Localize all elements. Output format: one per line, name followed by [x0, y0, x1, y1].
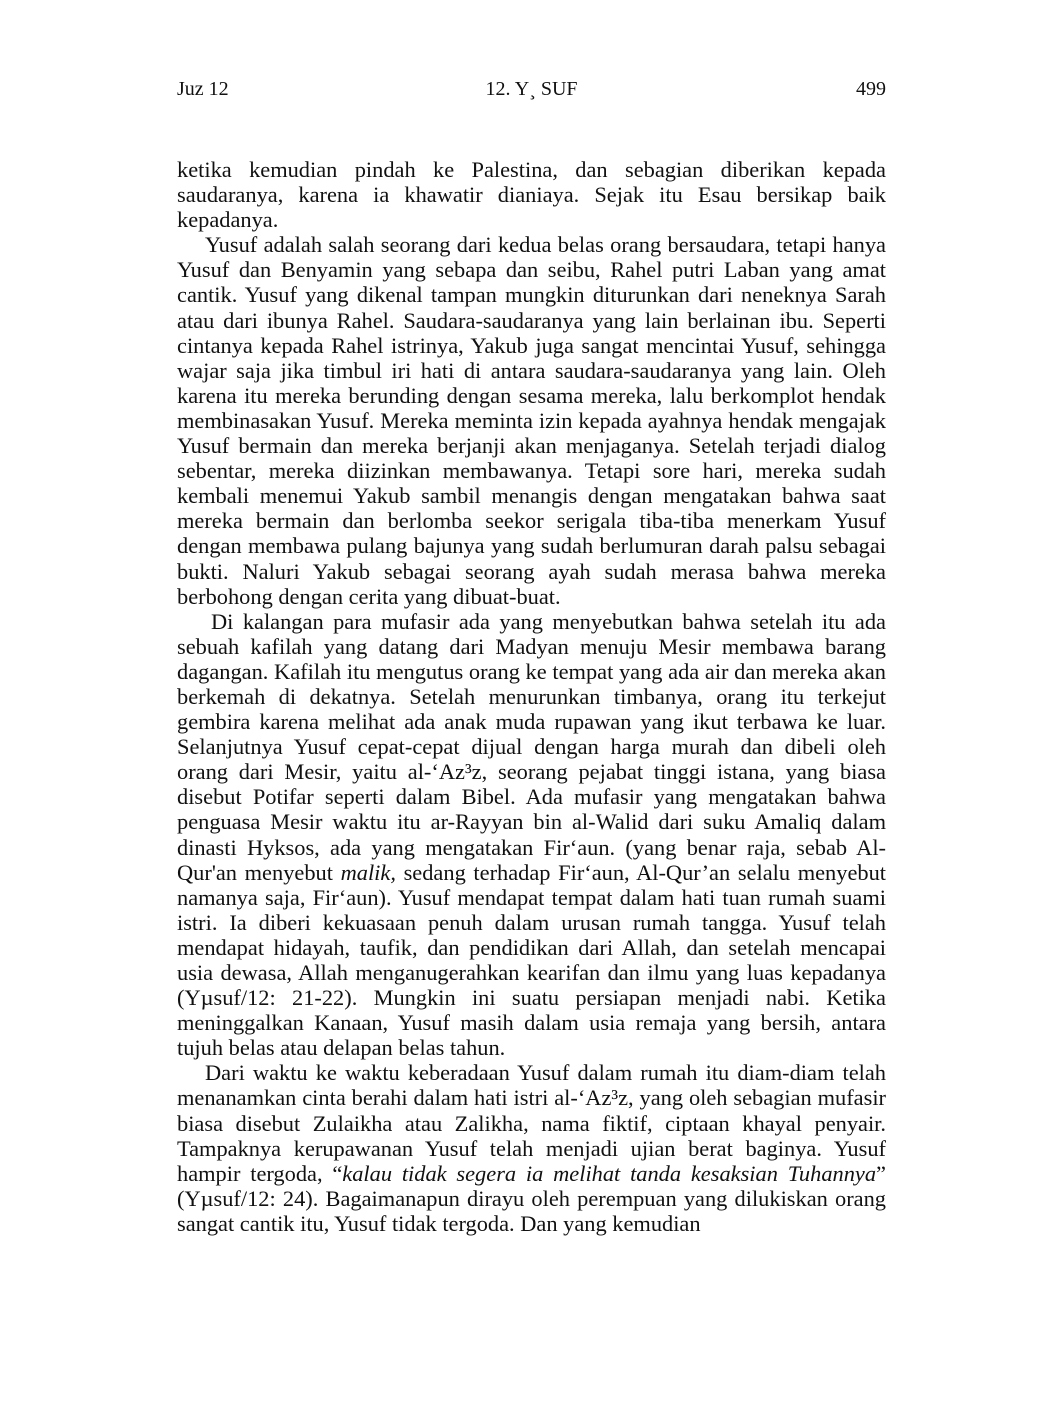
- paragraph-caravan: Di kalangan para mufasir ada yang menyebutkan bahwa setelah itu ada sebuah kafilah yang datang dari Madyan menuju Mesir membawa barang dagangan. Kafilah itu mengutus orang ke tempat yang ada air dan mereka akan berkemah di dekatnya. Setelah menurunkan timbanya, orang itu terkejut gembira karena melihat ada anak muda rupawan yang ikut terbawa ke luar. Selanjutnya Yusuf cepat-cepat dijual dengan harga murah dan dibeli oleh orang dari Mesir, yaitu al-‘Az³z, seorang pejabat tinggi istana, yang biasa disebut Potifar seperti dalam Bibel. Ada mufasir yang mengatakan bahwa penguasa Mesir waktu itu ar-Rayyan bin al-Walid dari suku Amaliq dalam dinasti Hyksos, ada yang mengatakan Fir‘aun. (yang benar raja, sebab Al-Qur'an menyebut malik, sedang terhadap Fir‘aun, Al-Qur’an selalu menyebut namanya saja, Fir‘aun). Yusuf mendapat tempat dalam hati tuan rumah suami istri. Ia diberi kekuasaan penuh dalam urusan rumah tangga. Yusuf telah mendapat hidayah, taufik, dan pendidikan dari Allah, dan setelah mencapai usia dewasa, Allah menganugerahkan kearifan dan ilmu yang luas kepadanya (Yµsuf/12: 21-22). Mungkin ini suatu persiapan menjadi nabi. Ketika meninggalkan Kanaan, Yusuf masih dalam usia remaja yang bersih, antara tujuh belas atau delapan belas tahun.: [177, 608, 886, 1061]
- book-page: [177, 0, 886, 1417]
- italic-term: malik,: [340, 859, 396, 885]
- paragraph-yusuf-brothers: Yusuf adalah salah seorang dari kedua belas orang bersaudara, tetapi hanya Yusuf dan Benyamin yang sebapa dan seibu, Rahel putri Laban yang amat cantik. Yusuf yang dikenal tampan mungkin diturunkan dari neneknya Sarah atau dari ibunya Rahel. Saudara-saudaranya yang lain berlainan ibu. Seperti cintanya kepada Rahel istrinya, Yakub juga sangat mencintai Yusuf, sehingga wajar saja jika timbul iri hati di antara saudara-saudaranya yang lain. Oleh karena itu mereka berunding dengan sesama mereka, lalu berkomplot hendak membinasakan Yusuf. Mereka meminta izin kepada ayahnya hendak mengajak Yusuf bermain dan mereka berjanji akan menjaganya. Setelah terjadi dialog sebentar, mereka diizinkan membawanya. Tetapi sore hari, mereka sudah kembali menemui Yakub sambil menangis dengan mengatakan bahwa saat mereka bermain dan berlomba seekor serigala tiba-tiba menerkam Yusuf dengan membawa pulang bajunya yang sudah berlumuran darah palsu sebagai bukti. Naluri Yakub sebagai seorang ayah sudah merasa bahwa mereka berbohong dengan cerita yang dibuat-buat.: [177, 232, 886, 609]
- page-number: 499: [856, 78, 886, 100]
- surah-title: 12. Y¸ SUF: [485, 78, 578, 100]
- body-text: [177, 157, 886, 1236]
- paragraph-temptation: Dari waktu ke waktu keberadaan Yusuf dalam rumah itu diam-diam telah menanamkan cinta berahi dalam hati istri al-‘Az³z, yang oleh sebagian mufasir biasa disebut Zulaikha atau Zalikha, nama fiktif, ciptaan khayal penyair. Tampaknya kerupawanan Yusuf telah menjadi ujian berat baginya. Yusuf hampir tergoda, “kalau tidak segera ia melihat tanda kesaksian Tuhannya” (Yµsuf/12: 24). Bagaimanapun dirayu oleh perempuan yang dilukiskan orang sangat cantik itu, Yusuf tidak tergoda. Dan yang kemudian: [177, 1060, 886, 1236]
- juz-label: Juz 12: [177, 78, 229, 100]
- running-header: [177, 76, 886, 102]
- italic-quote: kalau tidak segera ia melihat tanda kesaksian Tuhannya: [342, 1160, 877, 1186]
- paragraph-continuation: ketika kemudian pindah ke Palestina, dan sebagian diberikan kepada saudaranya, karena ia khawatir dianiaya. Sejak itu Esau bersikap baik kepadanya.: [177, 157, 886, 233]
